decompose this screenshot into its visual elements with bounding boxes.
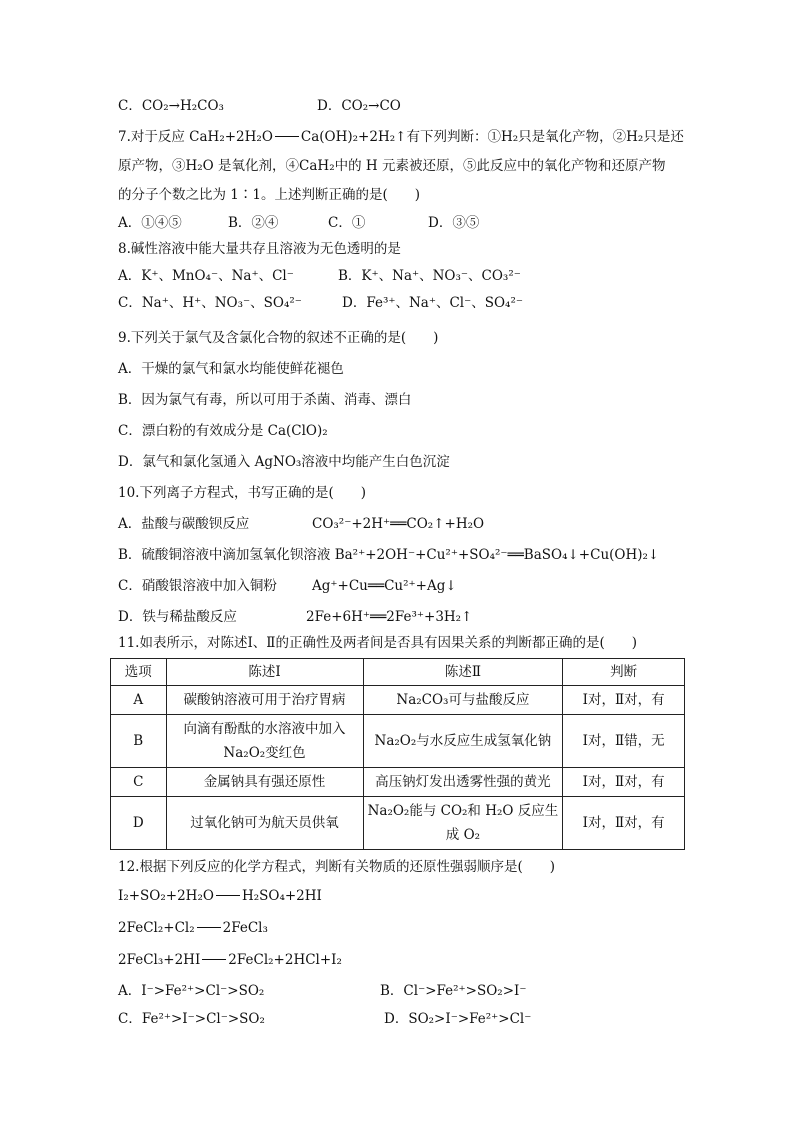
q8-option-c: C．Na⁺、H⁺、NO₃⁻、SO₄²⁻ bbox=[118, 295, 302, 311]
table-cell-option: D bbox=[111, 797, 167, 850]
q7-option-a: A．①④⑤ bbox=[118, 215, 182, 231]
q8-option-a: A．K⁺、MnO₄⁻、Na⁺、Cl⁻ bbox=[118, 268, 294, 284]
q11-table bbox=[110, 658, 685, 850]
q9-option-d: D．氯气和氯化氢通入 AgNO₃溶液中均能产生白色沉淀 bbox=[118, 454, 450, 470]
q9-option-a: A．干燥的氯气和氯水均能使鲜花褪色 bbox=[118, 361, 344, 377]
q7-equation-right: Ca(OH)₂+2H₂↑有下列判断：①H₂只是氧化产物，②H₂只是还 bbox=[300, 129, 684, 145]
table-header-cell: 判断 bbox=[563, 659, 685, 686]
q11-stem: 11.如表所示，对陈述Ⅰ、Ⅱ的正确性及两者间是否具有因果关系的判断都正确的是( ) bbox=[118, 635, 638, 651]
table-cell-statement1: 过氧化钠可为航天员供氧 bbox=[166, 797, 363, 850]
q12-equation-3 bbox=[118, 950, 342, 969]
table-row bbox=[111, 768, 685, 797]
q12-option-c: C．Fe²⁺>I⁻>Cl⁻>SO₂ bbox=[118, 1011, 265, 1027]
q9-stem: 9.下列关于氯气及含氯化合物的叙述不正确的是( ) bbox=[118, 330, 439, 346]
q7-equation-left: 7.对于反应 CaH₂+2H₂O bbox=[118, 129, 273, 145]
q8-option-b: B．K⁺、Na⁺、NO₃⁻、CO₃²⁻ bbox=[338, 268, 521, 284]
q7-stem-line3: 的分子个数之比为 1∶1。上述判断正确的是( ) bbox=[118, 187, 421, 203]
equation-right: 2FeCl₂+2HCl+I₂ bbox=[228, 952, 342, 968]
q10-option-b: B．硫酸铜溶液中滴加氢氧化钡溶液 Ba²⁺+2OH⁻+Cu²⁺+SO₄²⁻══BaSO₄↓+Cu(OH)₂↓ bbox=[118, 547, 660, 563]
table-row bbox=[111, 797, 685, 850]
table-row bbox=[111, 686, 685, 715]
q10-option-a-label: A．盐酸与碳酸钡反应 bbox=[118, 516, 250, 532]
q10-option-c-label: C．硝酸银溶液中加入铜粉 bbox=[118, 578, 277, 594]
table-header-row bbox=[111, 659, 685, 686]
q8-option-d: D．Fe³⁺、Na⁺、Cl⁻、SO₄²⁻ bbox=[342, 295, 524, 311]
q8-stem: 8.碱性溶液中能大量共存且溶液为无色透明的是 bbox=[118, 241, 401, 257]
equation-left: 2FeCl₃+2HI bbox=[118, 952, 201, 968]
statement2-line1: Na₂O₂能与 CO₂和 H₂O 反应生 bbox=[367, 803, 559, 819]
table-cell-judgement: Ⅰ对，Ⅱ对，有 bbox=[563, 797, 685, 850]
q7-option-c: C．① bbox=[328, 215, 366, 231]
table-cell-judgement: Ⅰ对，Ⅱ对，有 bbox=[563, 686, 685, 715]
q10-stem: 10.下列离子方程式，书写正确的是( ) bbox=[118, 485, 367, 501]
table-cell-statement1: 金属钠具有强还原性 bbox=[166, 768, 363, 797]
q7-option-d: D．③⑤ bbox=[428, 215, 480, 231]
q12-option-b: B．Cl⁻>Fe²⁺>SO₂>I⁻ bbox=[380, 983, 527, 999]
statement1-line2: Na₂O₂变红色 bbox=[223, 745, 306, 761]
equation-right: H₂SO₄+2HI bbox=[241, 888, 322, 904]
equation-right: 2FeCl₃ bbox=[222, 920, 268, 936]
q9-option-b: B．因为氯气有毒，所以可用于杀菌、消毒、漂白 bbox=[118, 392, 412, 408]
reaction-conditions-blank bbox=[197, 918, 221, 928]
statement1-line1: 向滴有酚酞的水溶液中加入 bbox=[183, 721, 346, 737]
statement2-line2: 成 O₂ bbox=[445, 827, 481, 843]
q9-option-c: C．漂白粉的有效成分是 Ca(ClO)₂ bbox=[118, 423, 328, 439]
q12-equation-2 bbox=[118, 918, 268, 937]
table-header-cell: 陈述Ⅱ bbox=[363, 659, 563, 686]
table-header-cell: 陈述Ⅰ bbox=[166, 659, 363, 686]
table-header-cell: 选项 bbox=[111, 659, 167, 686]
q10-option-c-equation: Ag⁺+Cu══Cu²⁺+Ag↓ bbox=[312, 578, 457, 594]
q10-option-d-label: D．铁与稀盐酸反应 bbox=[118, 609, 237, 625]
q10-option-d-equation: 2Fe+6H⁺══2Fe³⁺+3H₂↑ bbox=[306, 609, 473, 625]
table-cell-statement2 bbox=[363, 797, 563, 850]
q7-option-b: B．②④ bbox=[228, 215, 279, 231]
table-cell-statement1: 碳酸钠溶液可用于治疗胃病 bbox=[166, 686, 363, 715]
table-cell-statement2: 高压钠灯发出透雾性强的黄光 bbox=[363, 768, 563, 797]
q6-option-d: D．CO₂→CO bbox=[317, 98, 401, 114]
table-cell-option: B bbox=[111, 715, 167, 768]
table-cell-judgement: Ⅰ对，Ⅱ对，有 bbox=[563, 768, 685, 797]
table-cell-judgement: Ⅰ对，Ⅱ错，无 bbox=[563, 715, 685, 768]
reaction-conditions-blank bbox=[275, 127, 299, 137]
table-cell-statement2: Na₂O₂与水反应生成氢氧化钠 bbox=[363, 715, 563, 768]
q12-stem: 12.根据下列反应的化学方程式，判断有关物质的还原性强弱顺序是( ) bbox=[118, 859, 556, 875]
q10-option-a-equation: CO₃²⁻+2H⁺══CO₂↑+H₂O bbox=[312, 516, 485, 532]
table-cell-option: A bbox=[111, 686, 167, 715]
reaction-conditions-blank bbox=[216, 886, 240, 896]
q12-option-a: A．I⁻>Fe²⁺>Cl⁻>SO₂ bbox=[118, 983, 265, 999]
q7-stem-line1 bbox=[118, 127, 684, 146]
equation-left: 2FeCl₂+Cl₂ bbox=[118, 920, 195, 936]
table-cell-option: C bbox=[111, 768, 167, 797]
q12-equation-1 bbox=[118, 886, 322, 905]
reaction-conditions-blank bbox=[202, 950, 226, 960]
table-row bbox=[111, 715, 685, 768]
q6-option-c: C．CO₂→H₂CO₃ bbox=[118, 98, 224, 114]
q7-stem-line2: 原产物，③H₂O 是氧化剂，④CaH₂中的 H 元素被还原，⑤此反应中的氧化产物和还原产物 bbox=[118, 158, 666, 174]
equation-left: I₂+SO₂+2H₂O bbox=[118, 888, 214, 904]
table-cell-statement2: Na₂CO₃可与盐酸反应 bbox=[363, 686, 563, 715]
q12-option-d: D．SO₂>I⁻>Fe²⁺>Cl⁻ bbox=[384, 1011, 532, 1027]
table-cell-statement1 bbox=[166, 715, 363, 768]
